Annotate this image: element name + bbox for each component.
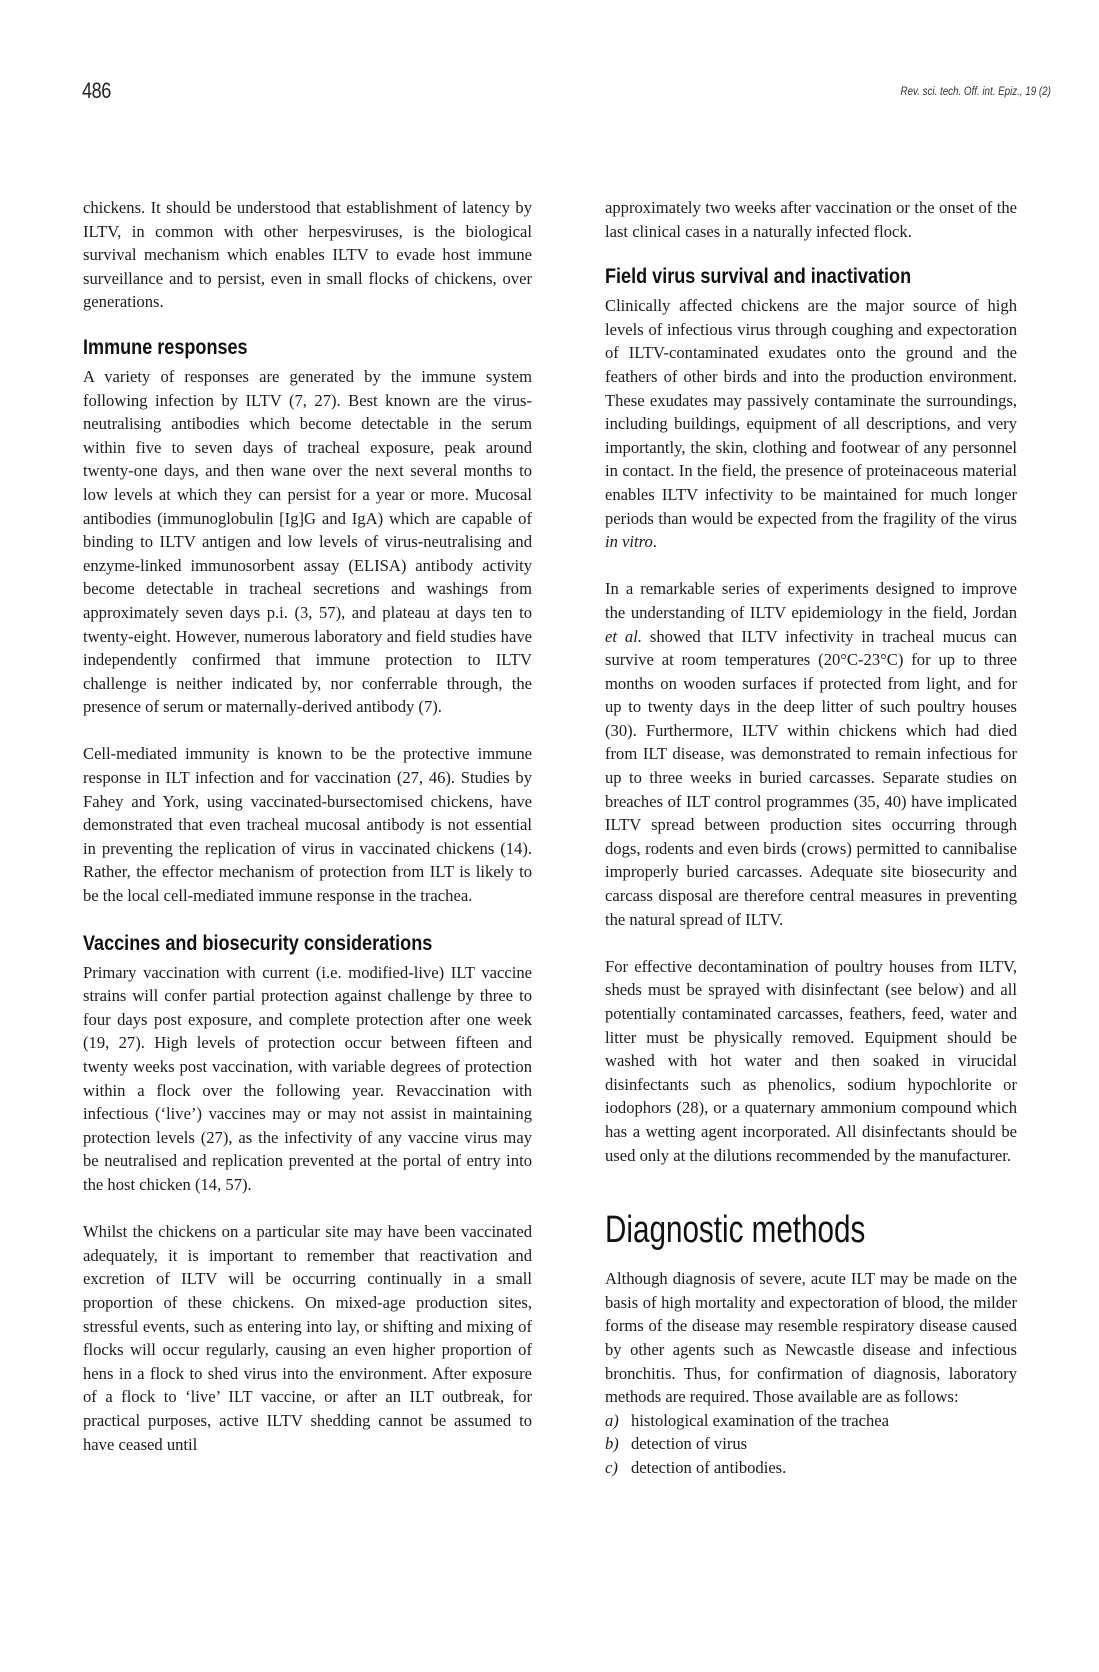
- vaccines-paragraph-1: Primary vaccination with current (i.e. modified-live) ILT vaccine strains will confer partial protection against challenge by three to four days post exposure, and complete protection after one week (19, 27). High levels of protection occur between fifteen and twenty weeks post vaccination, with variable degrees of protection within a flock over the following year. Revaccination with infectious (‘live’) vaccines may or may not assist in maintaining protection levels (27), as the infectivity of any vaccine virus may be neutralised and replication prevented at the portal of entry into the host chicken (14, 57).: [83, 962, 532, 1194]
- field-paragraph-3: For effective decontamination of poultry houses from ILTV, sheds must be sprayed with disinfectant (see below) and all potentially contaminated carcasses, feathers, feed, water and litter must be physically removed. Equipment should be washed with hot water and then soaked in virucidal disinfectants such as phenolics, sodium hypochlorite or iodophors (28), or a quaternary ammonium compound which has a wetting agent incorporated. All disinfectants should be used only at the dilutions recommended by the manufacturer.: [605, 956, 1017, 1165]
- section-heading-vaccines: Vaccines and biosecurity considerations: [83, 931, 433, 955]
- left-column: [83, 196, 532, 1456]
- intro-paragraph: chickens. It should be understood that establishment of latency by ILTV, in common with other herpesviruses, is the biological survival mechanism which enables ILTV to evade host immune surveillance and to persist, even in small flocks of chickens, over generations.: [83, 198, 532, 312]
- diagnostic-methods-list: [605, 1409, 1017, 1480]
- continuation-paragraph: approximately two weeks after vaccination or the onset of the last clinical cases in a naturally infected flock.: [605, 198, 1017, 241]
- vaccines-paragraph-2: Whilst the chickens on a particular site may have been vaccinated adequately, it is important to remember that reactivation and excretion of ILTV will be occurring continually in a small proportion of these chickens. On mixed-age production sites, stressful events, such as entering into lay, or shifting and mixing of flocks will occur regularly, causing an even higher proportion of hens in a flock to shed virus into the environment. After exposure of a flock to ‘live’ ILT vaccine, or after an ILT outbreak, for practical purposes, active ILTV shedding cannot be assumed to have ceased until: [83, 1222, 532, 1454]
- list-item: c) detection of antibodies.: [605, 1457, 787, 1477]
- immune-paragraph-2: Cell-mediated immunity is known to be the protective immune response in ILT infection and for vaccination (27, 46). Studies by Fahey and York, using vaccinated-bursectomised chickens, have demonstrated that even tracheal mucosal antibody is not essential in preventing the replication of virus in vaccinated chickens (14). Rather, the effector mechanism of protection from ILT is likely to be the local cell-mediated immune response in the trachea.: [83, 744, 532, 906]
- page-number: 486: [82, 78, 111, 103]
- field-paragraph-2: In a remarkable series of experiments designed to improve the understanding of ILTV epidemiology in the field, Jordan et al. showed that ILTV infectivity in tracheal mucus can survive at room temperatures (20°C-23°C) for up to three months on wooden surfaces if protected from light, and for up to twenty days in the deep litter of such poultry houses (30). Furthermore, ILTV within chickens which had died from ILT disease, was demonstrated to remain infectious for up to three weeks in buried carcasses. Separate studies on breaches of ILT control programmes (35, 40) have implicated ILTV spread between production sites occurring through dogs, rodents and even birds (crows) permitted to cannibalise improperly buried carcasses. Adequate site biosecurity and carcass disposal are therefore central measures in preventing the natural spread of ILTV.: [605, 579, 1018, 929]
- section-heading-immune-responses: Immune responses: [83, 335, 248, 359]
- diagnostic-intro: Although diagnosis of severe, acute ILT may be made on the basis of high mortality and expectoration of blood, the milder forms of the disease may resemble respiratory disease caused by other agents such as Newcastle disease and infectious bronchitis. Thus, for confirmation of diagnosis, laboratory methods are required. Those available are as follows:: [605, 1269, 1017, 1407]
- immune-paragraph-1: A variety of responses are generated by the immune system following infection by ILTV (7, 27). Best known are the virus-neutralising antibodies which become detectable in the serum within five to seven days of tracheal exposure, peak around twenty-one days, and then wane over the next several months to low levels at which they can persist for a year or more. Mucosal antibodies (immunoglobulin [Ig]G and IgA) which are capable of binding to ILTV antigen and low levels of virus-neutralising and enzyme-linked immunosorbent assay (ELISA) antibody activity become detectable in tracheal secretions and washings from approximately seven days p.i. (3, 57), and plateau at days ten to twenty-eight. However, numerous laboratory and field studies have independently confirmed that immune protection to ILTV challenge is neither indicated by, nor conferrable through, the presence of serum or maternally-derived antibody (7).: [83, 366, 532, 717]
- list-item: b) detection of virus: [605, 1434, 748, 1454]
- right-column: [605, 196, 1017, 1480]
- running-head: Rev. sci. tech. Off. int. Epiz., 19 (2): [900, 86, 1051, 98]
- italic-et-al: et al.: [605, 626, 642, 646]
- list-item: a) histological examination of the trachea: [605, 1410, 890, 1430]
- section-heading-diagnostic-methods: Diagnostic methods: [605, 1209, 866, 1252]
- section-heading-field-virus: Field virus survival and inactivation: [605, 265, 912, 289]
- field-paragraph-1: Clinically affected chickens are the major source of high levels of infectious virus through coughing and expectoration of ILTV-contaminated exudates onto the ground and the feathers of other birds and into the production environment. These exudates may passively contaminate the surroundings, including buildings, equipment of all descriptions, and very importantly, the skin, clothing and footwear of any personnel in contact. In the field, the presence of proteinaceous material enables ILTV infectivity to be maintained for much longer periods than would be expected from the fragility of the virus in vitro.: [605, 296, 1017, 552]
- italic-in-vitro: in vitro: [605, 532, 653, 552]
